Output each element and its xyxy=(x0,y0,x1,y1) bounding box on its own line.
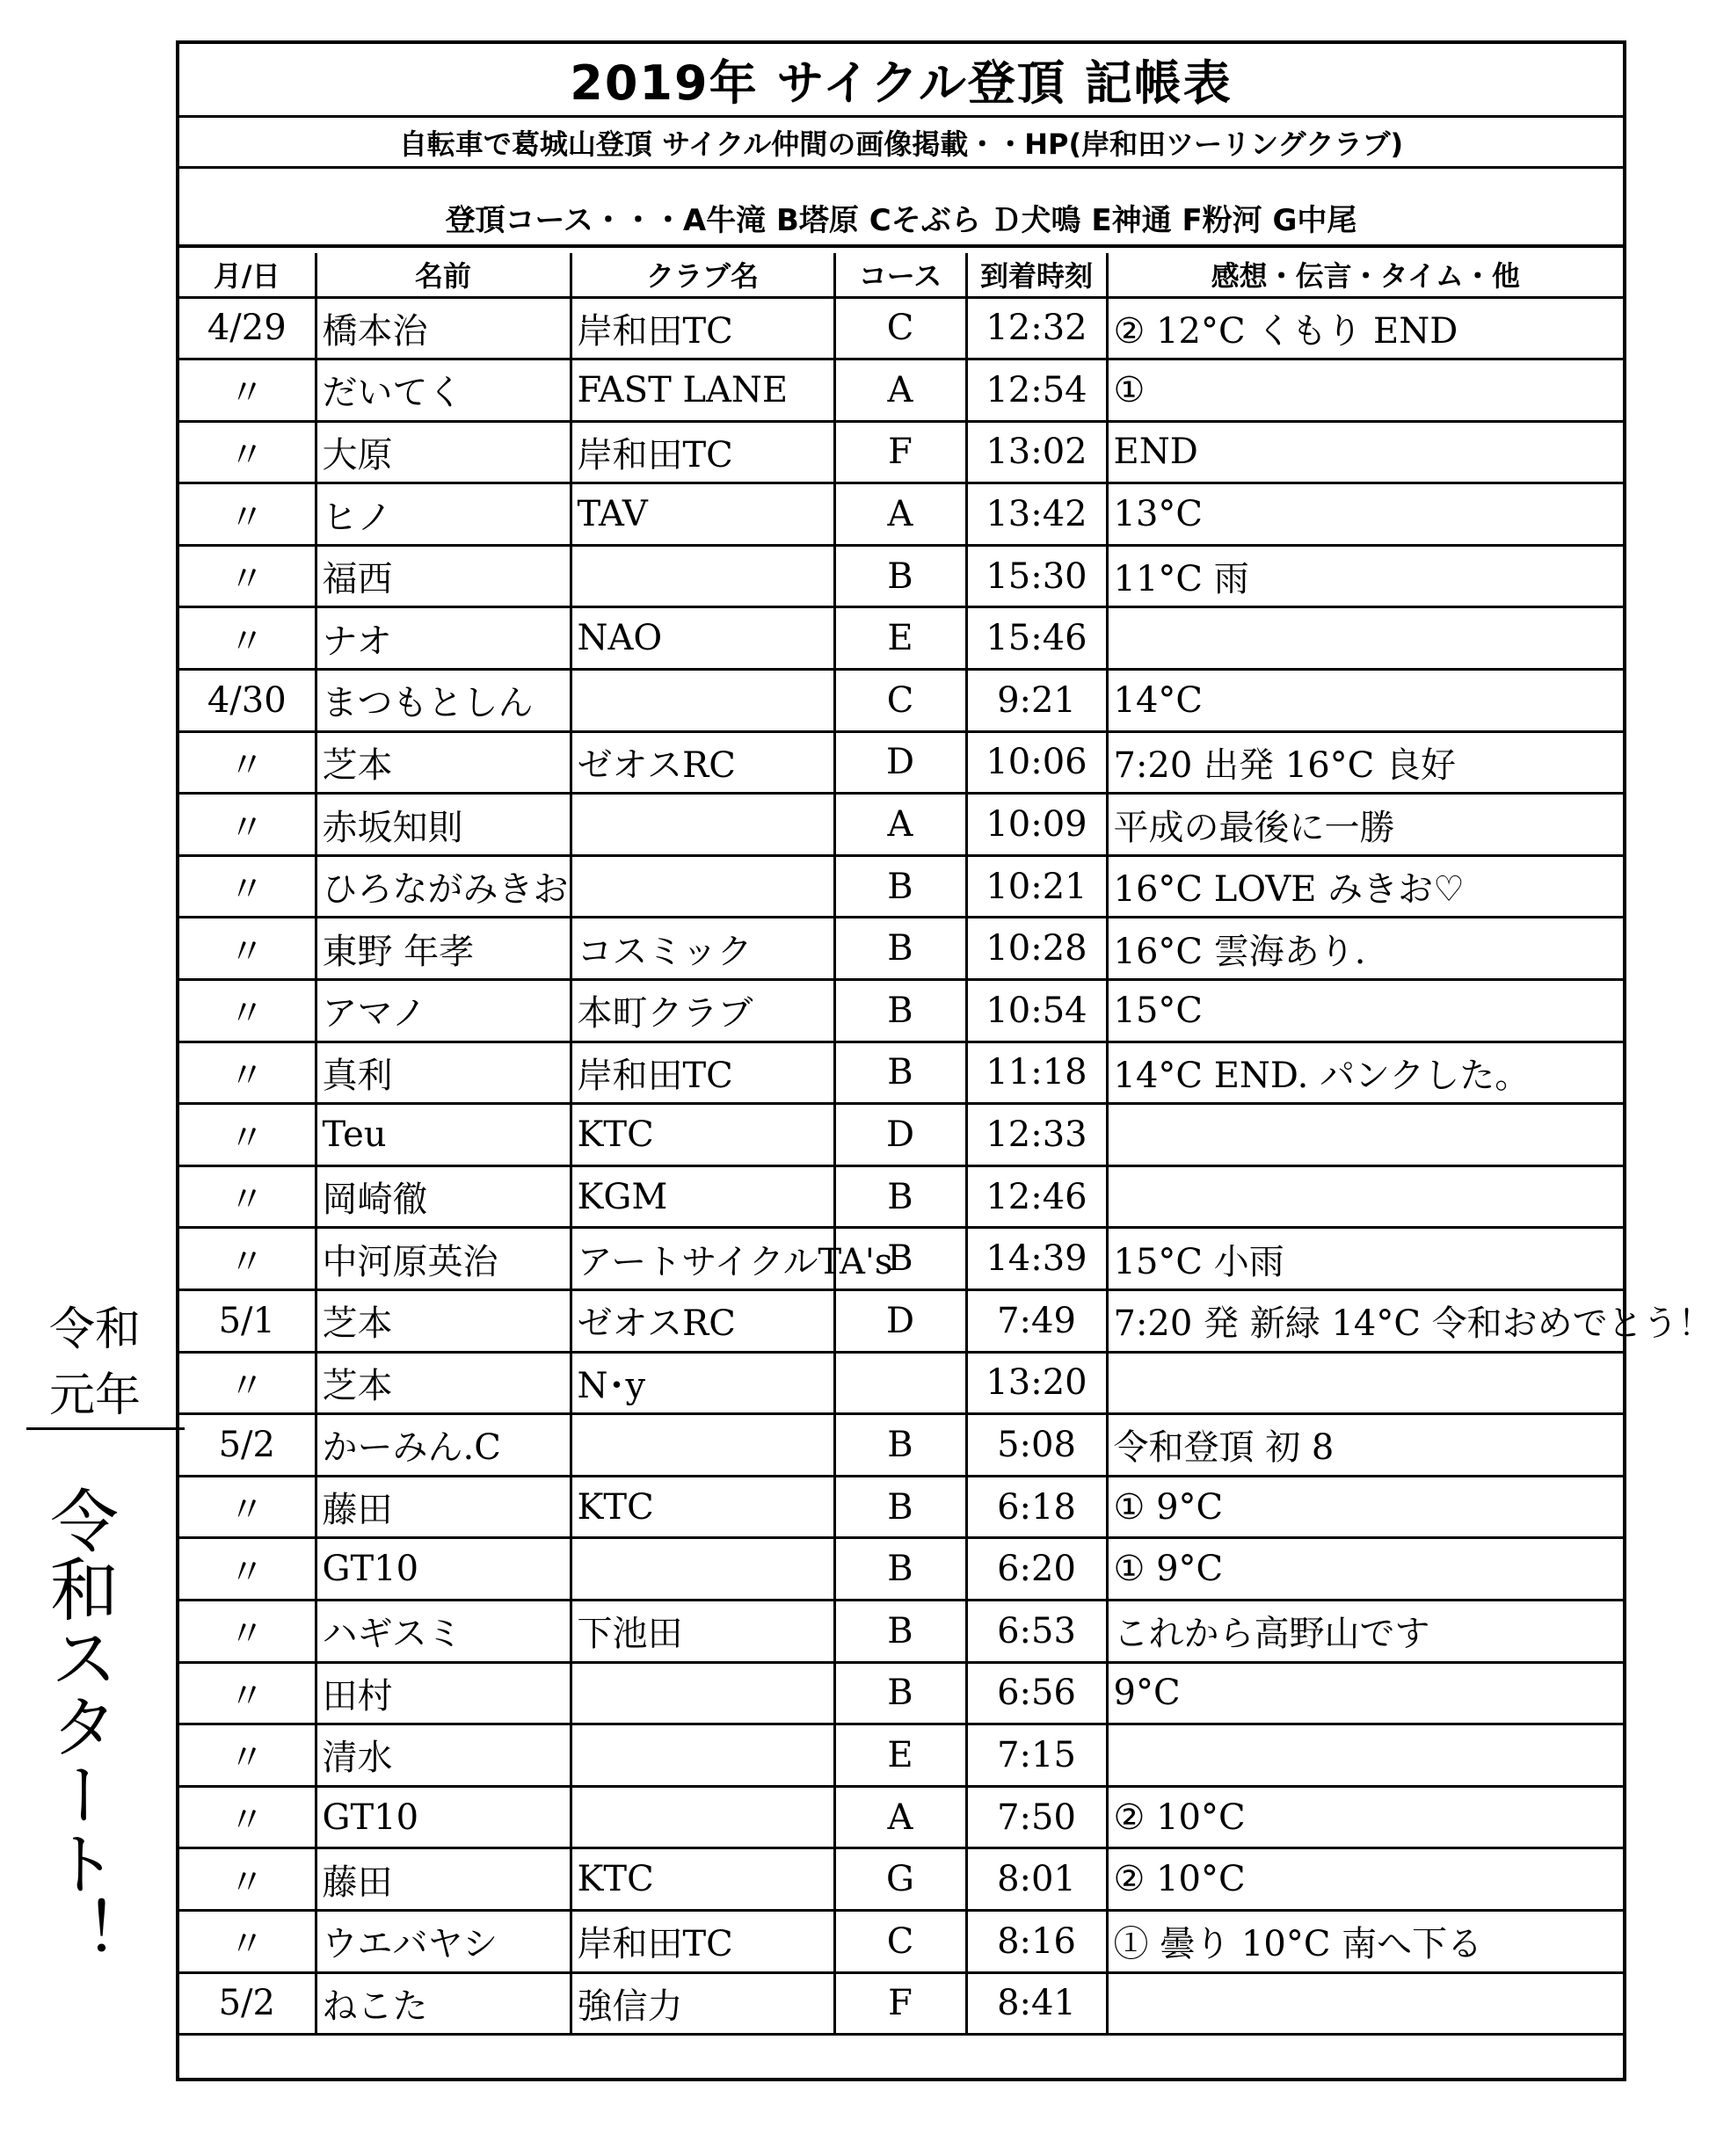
cell-course: A xyxy=(834,794,966,856)
cell-club: 岸和田TC xyxy=(571,421,834,483)
cell-note: 16°C LOVE みきお♡ xyxy=(1107,855,1623,918)
cell-date: 〃 xyxy=(179,421,316,483)
cell-name: GT10 xyxy=(316,1538,571,1601)
cell-note: ② 12°C くもり END xyxy=(1107,297,1623,359)
cell-name: 藤田 xyxy=(316,1476,571,1538)
col-date: 月/日 xyxy=(179,253,316,297)
cell-name: ねこた xyxy=(316,1972,571,2035)
margin-era-note: 令和元年 xyxy=(49,1303,142,1422)
cell-time: 12:33 xyxy=(966,1104,1107,1166)
cell-note xyxy=(1107,1972,1623,2035)
cell-club xyxy=(571,794,834,856)
cell-club: 岸和田TC xyxy=(571,297,834,359)
cell-date: 〃 xyxy=(179,855,316,918)
cell-club: FAST LANE xyxy=(571,359,834,422)
table-row xyxy=(179,1600,1623,1662)
header-row xyxy=(179,253,1623,297)
cell-note: 14°C xyxy=(1107,670,1623,732)
cell-club xyxy=(571,545,834,607)
cell-time: 8:41 xyxy=(966,1972,1107,2035)
table-row xyxy=(179,421,1623,483)
sheet-subtitle: 自転車で葛城山登頂 サイクル仲間の画像掲載・・HP(岸和田ツーリングクラブ) xyxy=(179,118,1623,169)
cell-note xyxy=(1107,1104,1623,1166)
cell-course: E xyxy=(834,607,966,670)
cell-course: B xyxy=(834,1538,966,1601)
cell-time: 15:30 xyxy=(966,545,1107,607)
cell-name: 岡崎徹 xyxy=(316,1165,571,1228)
cell-club: KTC xyxy=(571,1476,834,1538)
table-row xyxy=(179,980,1623,1042)
cell-note xyxy=(1107,1724,1623,1787)
cell-time: 6:56 xyxy=(966,1662,1107,1724)
cell-club xyxy=(571,1414,834,1477)
cell-club: KTC xyxy=(571,1848,834,1911)
cell-name: 福西 xyxy=(316,545,571,607)
cell-note: 13°C xyxy=(1107,483,1623,546)
cell-course: B xyxy=(834,1476,966,1538)
cell-course: F xyxy=(834,421,966,483)
cell-course xyxy=(834,1352,966,1414)
cell-date: 〃 xyxy=(179,918,316,980)
cell-note: ② 10°C xyxy=(1107,1848,1623,1911)
cell-time: 10:21 xyxy=(966,855,1107,918)
cell-date: 〃 xyxy=(179,1724,316,1787)
cell-note: ① 9°C xyxy=(1107,1538,1623,1601)
cell-club xyxy=(571,1538,834,1601)
cell-time: 8:16 xyxy=(966,1910,1107,1972)
cell-course: B xyxy=(834,1042,966,1104)
cell-name: まつもとしん xyxy=(316,670,571,732)
cell-course: B xyxy=(834,1600,966,1662)
table-row xyxy=(179,855,1623,918)
cell-name: 赤坂知則 xyxy=(316,794,571,856)
cell-course: C xyxy=(834,670,966,732)
table-row xyxy=(179,1786,1623,1848)
table-row xyxy=(179,670,1623,732)
cell-date: 5/1 xyxy=(179,1290,316,1353)
table-row xyxy=(179,1476,1623,1538)
cell-time: 10:28 xyxy=(966,918,1107,980)
cell-name: ひろながみきお xyxy=(316,855,571,918)
cell-note: 14°C END. パンクした。 xyxy=(1107,1042,1623,1104)
cell-note: ① 9°C xyxy=(1107,1476,1623,1538)
cell-course: D xyxy=(834,731,966,794)
cell-club xyxy=(571,670,834,732)
cell-note: 11°C 雨 xyxy=(1107,545,1623,607)
course-legend: 登頂コース・・・A牛滝 B塔原 Cそぶら Ｄ犬鳴 E神通 F粉河 G中尾 xyxy=(179,169,1623,248)
log-table xyxy=(179,253,1713,2036)
table-row xyxy=(179,1724,1623,1787)
cell-club: N･y xyxy=(571,1352,834,1414)
cell-course: C xyxy=(834,1910,966,1972)
cell-date: 〃 xyxy=(179,545,316,607)
cell-club: KTC xyxy=(571,1104,834,1166)
cell-name: 真利 xyxy=(316,1042,571,1104)
cell-course: B xyxy=(834,1414,966,1477)
cell-date: 〃 xyxy=(179,980,316,1042)
cell-date: 〃 xyxy=(179,1600,316,1662)
table-row xyxy=(179,1972,1623,2035)
cell-date: 〃 xyxy=(179,1352,316,1414)
cell-name: 橋本治 xyxy=(316,297,571,359)
cell-name: かーみん.C xyxy=(316,1414,571,1477)
cell-name: ヒノ xyxy=(316,483,571,546)
cell-club: 岸和田TC xyxy=(571,1042,834,1104)
cell-name: 大原 xyxy=(316,421,571,483)
table-row xyxy=(179,1104,1623,1166)
col-note: 感想・伝言・タイム・他 xyxy=(1107,253,1623,297)
table-row xyxy=(179,1165,1623,1228)
col-name: 名前 xyxy=(316,253,571,297)
cell-date: 〃 xyxy=(179,731,316,794)
cell-course: D xyxy=(834,1290,966,1353)
cell-date: 〃 xyxy=(179,1848,316,1911)
cell-note: END xyxy=(1107,421,1623,483)
log-sheet xyxy=(176,40,1713,2081)
cell-club xyxy=(571,1786,834,1848)
margin-divider xyxy=(26,1427,185,1430)
cell-name: GT10 xyxy=(316,1786,571,1848)
cell-club xyxy=(571,855,834,918)
cell-note: 15°C xyxy=(1107,980,1623,1042)
cell-date: 〃 xyxy=(179,1476,316,1538)
cell-club: 岸和田TC xyxy=(571,1910,834,1972)
cell-course: E xyxy=(834,1724,966,1787)
cell-course: C xyxy=(834,297,966,359)
cell-note: 令和登頂 初 8 xyxy=(1107,1414,1623,1477)
cell-name: アマノ xyxy=(316,980,571,1042)
cell-time: 6:18 xyxy=(966,1476,1107,1538)
cell-club xyxy=(571,1662,834,1724)
cell-course: F xyxy=(834,1972,966,2035)
cell-time: 7:15 xyxy=(966,1724,1107,1787)
cell-note: これから高野山です xyxy=(1107,1600,1623,1662)
cell-note: ① xyxy=(1107,359,1623,422)
cell-time: 11:18 xyxy=(966,1042,1107,1104)
cell-note xyxy=(1107,1352,1623,1414)
cell-club: TAV xyxy=(571,483,834,546)
col-course: コース xyxy=(834,253,966,297)
table-row xyxy=(179,731,1623,794)
cell-time: 6:20 xyxy=(966,1538,1107,1601)
cell-name: 藤田 xyxy=(316,1848,571,1911)
table-row xyxy=(179,1228,1623,1290)
cell-name: ウエバヤシ xyxy=(316,1910,571,1972)
cell-date: 4/30 xyxy=(179,670,316,732)
table-row xyxy=(179,1042,1623,1104)
cell-course: B xyxy=(834,918,966,980)
cell-name: だいてく xyxy=(316,359,571,422)
cell-course: B xyxy=(834,545,966,607)
cell-name: 芝本 xyxy=(316,731,571,794)
cell-course: D xyxy=(834,1104,966,1166)
cell-time: 8:01 xyxy=(966,1848,1107,1911)
cell-name: 田村 xyxy=(316,1662,571,1724)
cell-club xyxy=(571,1724,834,1787)
cell-note xyxy=(1107,607,1623,670)
cell-time: 14:39 xyxy=(966,1228,1107,1290)
cell-date: 5/2 xyxy=(179,1414,316,1477)
cell-club: 強信力 xyxy=(571,1972,834,2035)
table-row xyxy=(179,1662,1623,1724)
cell-time: 15:46 xyxy=(966,607,1107,670)
cell-time: 13:42 xyxy=(966,483,1107,546)
cell-club: 本町クラブ xyxy=(571,980,834,1042)
cell-note: 15°C 小雨 xyxy=(1107,1228,1623,1290)
cell-name: ハギスミ xyxy=(316,1600,571,1662)
cell-name: ナオ xyxy=(316,607,571,670)
cell-time: 7:50 xyxy=(966,1786,1107,1848)
cell-time: 13:20 xyxy=(966,1352,1107,1414)
cell-date: 〃 xyxy=(179,1228,316,1290)
cell-name: 中河原英治 xyxy=(316,1228,571,1290)
cell-course: B xyxy=(834,1165,966,1228)
cell-name: Teu xyxy=(316,1104,571,1166)
cell-time: 12:46 xyxy=(966,1165,1107,1228)
margin-start-note: 令和スタート！ xyxy=(39,1485,118,1965)
table-row xyxy=(179,1538,1623,1601)
cell-note: ② 10°C xyxy=(1107,1786,1623,1848)
col-club: クラブ名 xyxy=(571,253,834,297)
cell-name: 東野 年孝 xyxy=(316,918,571,980)
cell-course: B xyxy=(834,855,966,918)
cell-club: ゼオスRC xyxy=(571,1290,834,1353)
cell-date: 〃 xyxy=(179,1104,316,1166)
cell-note: 16°C 雲海あり. xyxy=(1107,918,1623,980)
cell-date: 〃 xyxy=(179,1165,316,1228)
cell-name: 芝本 xyxy=(316,1290,571,1353)
cell-name: 芝本 xyxy=(316,1352,571,1414)
cell-note: 平成の最後に一勝 xyxy=(1107,794,1623,856)
table-row xyxy=(179,297,1623,359)
cell-time: 10:54 xyxy=(966,980,1107,1042)
cell-course: G xyxy=(834,1848,966,1911)
table-row xyxy=(179,918,1623,980)
col-time: 到着時刻 xyxy=(966,253,1107,297)
cell-time: 6:53 xyxy=(966,1600,1107,1662)
cell-time: 12:54 xyxy=(966,359,1107,422)
cell-time: 10:06 xyxy=(966,731,1107,794)
table-row xyxy=(179,1910,1623,1972)
cell-note: 7:20 出発 16°C 良好 xyxy=(1107,731,1623,794)
cell-club: コスミック xyxy=(571,918,834,980)
cell-date: 〃 xyxy=(179,1662,316,1724)
cell-note: 9°C xyxy=(1107,1662,1623,1724)
cell-course: B xyxy=(834,1662,966,1724)
cell-date: 4/29 xyxy=(179,297,316,359)
table-row xyxy=(179,359,1623,422)
cell-time: 12:32 xyxy=(966,297,1107,359)
cell-date: 〃 xyxy=(179,1786,316,1848)
table-row xyxy=(179,1352,1623,1414)
table-row xyxy=(179,607,1623,670)
cell-club: NAO xyxy=(571,607,834,670)
cell-date: 〃 xyxy=(179,1910,316,1972)
cell-club: アートサイクルTA's xyxy=(571,1228,834,1290)
table-row xyxy=(179,1414,1623,1477)
sheet-title: 2019年 サイクル登頂 記帳表 xyxy=(179,44,1623,118)
cell-time: 10:09 xyxy=(966,794,1107,856)
cell-time: 5:08 xyxy=(966,1414,1107,1477)
cell-time: 13:02 xyxy=(966,421,1107,483)
cell-date: 〃 xyxy=(179,1042,316,1104)
cell-course: B xyxy=(834,980,966,1042)
cell-time: 9:21 xyxy=(966,670,1107,732)
table-row xyxy=(179,483,1623,546)
cell-date: 〃 xyxy=(179,1538,316,1601)
cell-date: 5/2 xyxy=(179,1972,316,2035)
cell-course: A xyxy=(834,359,966,422)
cell-date: 〃 xyxy=(179,607,316,670)
cell-date: 〃 xyxy=(179,359,316,422)
table-row xyxy=(179,1290,1623,1353)
cell-note: ① 曇り 10°C 南へ下る xyxy=(1107,1910,1623,1972)
cell-date: 〃 xyxy=(179,794,316,856)
cell-date: 〃 xyxy=(179,483,316,546)
cell-club: ゼオスRC xyxy=(571,731,834,794)
cell-course: B xyxy=(834,1228,966,1290)
cell-course: A xyxy=(834,1786,966,1848)
cell-time: 7:49 xyxy=(966,1290,1107,1353)
cell-course: A xyxy=(834,483,966,546)
cell-note: 7:20 発 新緑 14°C 令和おめでとう！ xyxy=(1107,1290,1623,1353)
cell-name: 清水 xyxy=(316,1724,571,1787)
cell-note xyxy=(1107,1165,1623,1228)
cell-club: KGM xyxy=(571,1165,834,1228)
table-row xyxy=(179,545,1623,607)
table-row xyxy=(179,794,1623,856)
table-row xyxy=(179,1848,1623,1911)
cell-club: 下池田 xyxy=(571,1600,834,1662)
